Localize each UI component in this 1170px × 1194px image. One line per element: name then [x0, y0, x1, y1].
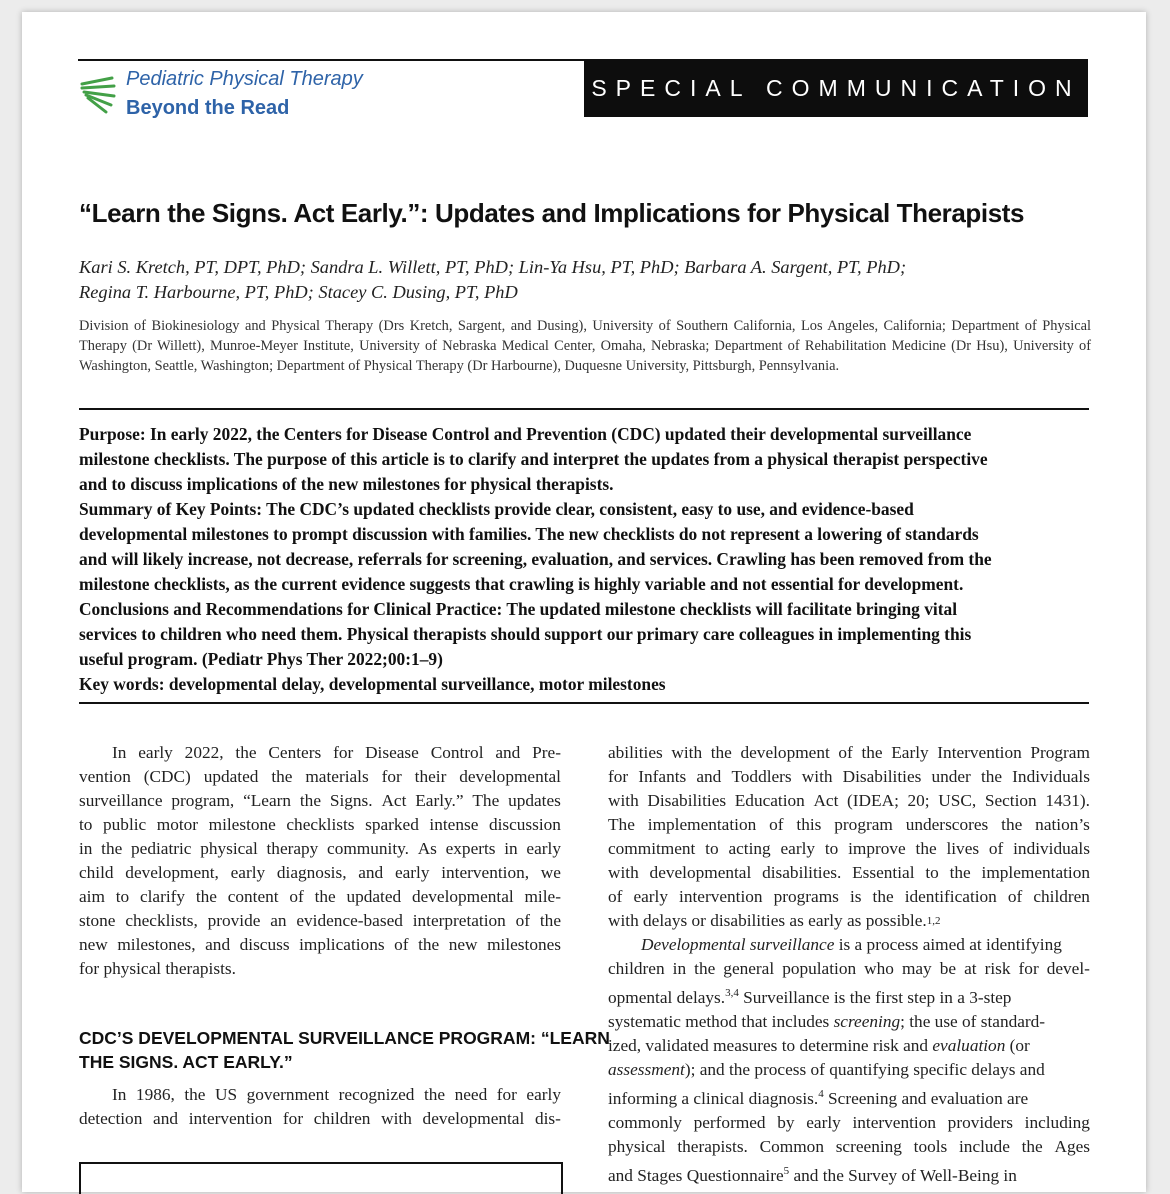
word: individuals — [1013, 839, 1090, 858]
word: physical — [200, 839, 258, 858]
journal-logo — [78, 64, 398, 126]
word: motor — [156, 815, 199, 834]
word: new — [79, 935, 108, 954]
word: checklists, — [125, 911, 198, 930]
word: Control — [430, 743, 484, 762]
citation-ref[interactable]: 1,2 — [926, 915, 941, 927]
journal-name: Pediatric Physical Therapy — [126, 68, 363, 90]
word: by — [777, 1112, 795, 1132]
word: tools — [913, 1136, 948, 1156]
word: for — [496, 1085, 517, 1104]
abstract-line: developmental milestones to prompt discussion with families. The new checklists do not represent a lowering of standards — [79, 524, 979, 544]
body-line — [608, 837, 1090, 861]
word: milestones, — [117, 935, 196, 954]
word: Education — [734, 791, 805, 810]
abstract-line: Purpose: In early 2022, the Centers for Disease Control and Prevention (CDC) updated their developmental surveillance — [79, 424, 972, 444]
word: Centers — [268, 743, 322, 762]
right-column — [608, 741, 1090, 1187]
word: devel- — [1046, 959, 1090, 978]
body-line — [79, 765, 561, 789]
word: of — [289, 887, 304, 906]
word: early — [394, 863, 430, 882]
body-text: (or — [1005, 1035, 1030, 1055]
body-line — [79, 1107, 561, 1131]
body-line — [608, 1082, 1090, 1111]
left-column — [79, 741, 561, 981]
word: early — [806, 1112, 841, 1132]
word: the — [195, 887, 217, 906]
word: stone — [79, 911, 116, 930]
word: the — [271, 767, 293, 786]
word: evidence-based — [296, 911, 403, 930]
word: intense — [429, 815, 479, 834]
word: recognized — [338, 1085, 415, 1104]
body-line — [608, 789, 1090, 813]
word: developmental — [422, 1109, 525, 1128]
word: In — [112, 743, 127, 762]
word: program, — [171, 791, 235, 810]
article-title: “Learn the Signs. Act Early.”: Updates and Implications for Physical Therapists — [79, 198, 1025, 228]
word: early — [526, 1085, 561, 1104]
body-line — [79, 933, 561, 957]
abstract-line: and to discuss implications of the new milestones for physical therapists. — [79, 474, 614, 494]
word: dis- — [534, 1109, 561, 1128]
body-line — [79, 909, 561, 933]
section-heading-line: THE SIGNS. ACT EARLY.” — [79, 1052, 293, 1072]
word: disabilities. — [762, 863, 842, 882]
word: experts — [445, 839, 496, 858]
word: their — [414, 767, 447, 786]
body-line — [608, 1111, 1090, 1135]
citation-ref[interactable]: 3,4 — [725, 987, 739, 999]
word: Early — [891, 743, 929, 762]
word: need — [454, 1085, 488, 1104]
left-column-section — [79, 1083, 561, 1131]
word: providers — [947, 1112, 1013, 1132]
word: commonly — [608, 1112, 682, 1132]
word: the — [101, 839, 123, 858]
abstract-line: milestone checklists. The purpose of this article is to clarify and interpret the updates from a physical therapist perspective — [79, 449, 988, 469]
body-line — [608, 1010, 1090, 1034]
word: Pre- — [532, 743, 561, 762]
word: to — [79, 815, 93, 834]
word: to — [705, 839, 719, 858]
word: under — [931, 767, 971, 786]
word: interpretation — [412, 911, 506, 930]
word: implementation — [647, 815, 757, 834]
word: of — [608, 887, 623, 906]
body-text: systematic method that includes — [608, 1011, 834, 1031]
body-line — [608, 765, 1090, 789]
word: aim — [79, 887, 105, 906]
body-line — [608, 1034, 1090, 1058]
word: the — [980, 767, 1003, 786]
abstract-line: and will likely increase, not decrease, referrals for screening, evaluation, and services. Crawling has been removed from the — [79, 549, 992, 569]
word: for — [282, 1109, 304, 1128]
word: include — [959, 1136, 1010, 1156]
word: commitment — [608, 839, 696, 858]
word: the — [418, 935, 440, 954]
word: the — [915, 839, 937, 858]
word: we — [540, 863, 561, 882]
word: the — [184, 1085, 206, 1104]
word: risk — [984, 959, 1011, 978]
word: developmental — [459, 767, 561, 786]
italic-term: assessment — [608, 1059, 685, 1079]
table-box-top — [79, 1162, 563, 1194]
body-line — [79, 861, 561, 885]
body-line — [608, 909, 1090, 933]
body-text: Surveillance is the first step in a 3-step — [738, 987, 1012, 1007]
abstract — [79, 422, 1091, 697]
word: diagnosis, — [276, 863, 347, 882]
word: an — [270, 911, 287, 930]
word: Common — [759, 1136, 824, 1156]
word: acting — [728, 839, 771, 858]
word: physical — [608, 1136, 666, 1156]
word: Individuals — [1012, 767, 1090, 786]
word: performed — [693, 1112, 766, 1132]
word: at — [964, 959, 977, 978]
word: 1431). — [1045, 791, 1090, 810]
word: As — [417, 839, 437, 858]
word: in — [672, 959, 687, 978]
word: vention — [79, 767, 131, 786]
body-line — [608, 957, 1090, 981]
word: Infants — [638, 767, 687, 786]
word: identification — [904, 887, 997, 906]
word: Disabilities — [647, 791, 727, 810]
body-text: Screening and evaluation are — [823, 1088, 1029, 1108]
word: Signs. — [329, 791, 373, 810]
word: Intervention — [937, 743, 1022, 762]
italic-term: Developmental surveillance — [641, 935, 835, 954]
word: in — [79, 839, 93, 858]
word: Act — [813, 791, 839, 810]
word: 20; — [907, 791, 930, 810]
word: the — [314, 887, 336, 906]
word: to — [115, 887, 130, 906]
word: the — [861, 743, 883, 762]
word: development — [740, 743, 830, 762]
word: pediatric — [131, 839, 192, 858]
word: Disabilities — [842, 767, 922, 786]
word: screening — [835, 1136, 902, 1156]
word: milestone — [208, 815, 276, 834]
word: and — [153, 1109, 178, 1128]
abstract-line: Conclusions and Recommendations for Clinical Practice: The updated milestone checklists will facilitate bringing vital — [79, 599, 958, 619]
word: to — [824, 839, 839, 858]
word: children — [313, 1109, 371, 1128]
word: for — [608, 767, 629, 786]
word: early — [526, 839, 561, 858]
word: new — [448, 935, 478, 954]
body-text: informing a clinical diagnosis. — [608, 1088, 819, 1108]
word: abilities — [608, 743, 663, 762]
word: for — [381, 767, 402, 786]
word: the — [423, 1085, 446, 1104]
word: general — [723, 959, 775, 978]
word: intervention — [852, 1112, 936, 1132]
body-text: with delays or disabilities as early as possible. — [608, 911, 927, 930]
word: “Learn — [243, 791, 292, 810]
abstract-line: Summary of Key Points: The CDC’s updated checklists provide clear, consistent, easy to use, and evidence-based — [79, 499, 914, 519]
word: Toddlers — [731, 767, 792, 786]
word: content — [227, 887, 279, 906]
body-line — [79, 741, 561, 765]
word: surveillance — [79, 791, 163, 810]
word: the — [1021, 1136, 1043, 1156]
word: discuss — [239, 935, 290, 954]
body-text: and the Survey of Well-Being in — [789, 1165, 1017, 1185]
word: In — [112, 1085, 127, 1104]
body-text: ); and the process of quantifying specific delays and — [684, 1059, 1045, 1079]
word: to — [925, 863, 939, 882]
word: lives — [946, 839, 980, 858]
body-line — [608, 885, 1090, 909]
italic-term: screening — [833, 1011, 901, 1031]
word: development, — [125, 863, 219, 882]
word: intervention, — [441, 863, 530, 882]
italic-term: evaluation — [932, 1035, 1006, 1055]
word: of — [838, 743, 853, 762]
word: The — [472, 791, 500, 810]
body-text: ized, validated measures to determine risk and — [608, 1035, 933, 1055]
word: implications — [299, 935, 385, 954]
author-line: Regina T. Harbourne, PT, PhD; Stacey C. Dusing, PT, PhD — [79, 282, 518, 302]
word: milestones — [487, 935, 561, 954]
word: Disease — [365, 743, 419, 762]
word: implementation — [981, 863, 1090, 882]
body-line — [608, 1159, 1090, 1188]
word: mile- — [524, 887, 561, 906]
abstract-line: services to children who need them. Physical therapists should support our primary care colleagues in implementing this — [79, 624, 972, 644]
word: program — [834, 815, 893, 834]
word: of — [394, 935, 409, 954]
journal-tagline: Beyond the Read — [126, 97, 290, 119]
word: detection — [79, 1109, 143, 1128]
body-line — [608, 861, 1090, 885]
body-line — [608, 1058, 1090, 1082]
abstract-top-rule — [79, 408, 1089, 410]
word: the — [949, 863, 971, 882]
body-text: opmental delays. — [608, 987, 726, 1007]
word: therapy — [266, 839, 319, 858]
word: checklists — [286, 815, 355, 834]
word: the — [539, 911, 561, 930]
body-line: for physical therapists. — [79, 959, 236, 978]
word: early — [633, 887, 668, 906]
word: Act — [381, 791, 407, 810]
word: nation’s — [1035, 815, 1090, 834]
body-line — [608, 933, 1090, 957]
word: including — [1024, 1112, 1090, 1132]
body-text: ; the use of standard- — [900, 1011, 1046, 1031]
journal-page — [22, 12, 1146, 1192]
word: population — [782, 959, 857, 978]
word: early — [780, 839, 816, 858]
body-line — [608, 1135, 1090, 1159]
author-line: Kari S. Kretch, PT, DPT, PhD; Sandra L. Willett, PT, PhD; Lin-Ya Hsu, PT, PhD; Barbara A. Sargent, PT, PhD; — [79, 257, 907, 277]
word: provide — [207, 911, 261, 930]
word: 1986, — [135, 1085, 175, 1104]
word: materials — [305, 767, 369, 786]
word: Ages — [1054, 1136, 1090, 1156]
word: of — [988, 839, 1004, 858]
word: the — [1001, 815, 1023, 834]
word: programs — [773, 887, 839, 906]
word: developmental — [649, 863, 752, 882]
word: early — [230, 863, 266, 882]
word: The — [608, 815, 635, 834]
word: Section — [984, 791, 1037, 810]
section-heading — [79, 1026, 610, 1074]
word: intervention — [188, 1109, 273, 1128]
author-list — [79, 255, 1089, 305]
word: the — [694, 959, 716, 978]
word: Program — [1030, 743, 1090, 762]
word: of — [769, 815, 784, 834]
body-line — [79, 789, 561, 813]
word: with — [381, 1109, 412, 1128]
word: updated — [203, 767, 259, 786]
body-line — [79, 1083, 561, 1107]
word: (IDEA; — [847, 791, 899, 810]
word: sparked — [365, 815, 419, 834]
affiliations: Division of Biokinesiology and Physical Therapy (Drs Kretch, Sargent, and Dusing), University of Southern California, Los Angeles, California; Department of Physical Therapy (Dr Willett), Munroe-Meyer Institute, University of Nebraska Medical Center, Omaha, Nebraska; Department of Rehabilitation Medicine (Dr Hsu), University of Washington, Seattle, Washington; Department of Physical Therapy (Dr Harbourne), Duquesne University, Pittsburgh, Pennsylvania. — [79, 318, 1091, 374]
word: therapists. — [677, 1136, 748, 1156]
abstract-bottom-rule — [79, 702, 1089, 704]
body-line — [79, 885, 561, 909]
word: USC, — [938, 791, 977, 810]
word: Early.” — [415, 791, 464, 810]
word: and — [495, 743, 521, 762]
word: intervention — [679, 887, 763, 906]
word: this — [796, 815, 822, 834]
citation-ref[interactable]: 4 — [818, 1087, 824, 1100]
word: developmental — [411, 887, 514, 906]
abstract-line: Key words: developmental delay, developmental surveillance, motor milestones — [79, 674, 666, 694]
word: public — [103, 815, 147, 834]
word: updated — [346, 887, 402, 906]
word: and — [205, 935, 231, 954]
word: US — [214, 1085, 238, 1104]
word: the — [235, 743, 257, 762]
body-text: and Stages Questionnaire — [608, 1165, 784, 1185]
article-type-banner: SPECIAL COMMUNICATION — [584, 60, 1088, 117]
word: with — [801, 767, 833, 786]
word: children — [608, 959, 665, 978]
body-line — [608, 981, 1090, 1010]
word: and — [358, 863, 384, 882]
word: be — [939, 959, 957, 978]
word: with — [608, 863, 639, 882]
body-line — [79, 837, 561, 861]
citation-ref[interactable]: 5 — [783, 1164, 790, 1177]
section-heading-line: CDC’S DEVELOPMENTAL SURVEILLANCE PROGRAM: “LEARN — [79, 1028, 610, 1048]
word: clarify — [139, 887, 186, 906]
word: children — [1033, 887, 1090, 906]
word: may — [901, 959, 932, 978]
word: improve — [848, 839, 906, 858]
word: is — [849, 887, 862, 906]
word: in — [504, 839, 518, 858]
word: for — [333, 743, 354, 762]
word: and — [696, 767, 722, 786]
word: the — [710, 743, 732, 762]
word: for — [1018, 959, 1039, 978]
abstract-line: milestone checklists, as the current evidence suggests that crawling is highly variable and not essential for development. — [79, 574, 964, 594]
word: with — [671, 743, 703, 762]
word: the — [872, 887, 894, 906]
fan-lines-logo-icon — [78, 70, 124, 116]
word: child — [79, 863, 114, 882]
body-line — [608, 741, 1090, 765]
word: 2022, — [184, 743, 224, 762]
word: the — [299, 791, 321, 810]
abstract-line: useful program. (Pediatr Phys Ther 2022;00:1–9) — [79, 649, 443, 669]
word: government — [246, 1085, 330, 1104]
word: Essential — [852, 863, 915, 882]
body-line — [79, 813, 561, 837]
body-line — [608, 813, 1090, 837]
body-text: is a process aimed at identifying — [834, 935, 1062, 954]
word: discussion — [488, 815, 561, 834]
word: with — [608, 791, 639, 810]
word: who — [864, 959, 894, 978]
word: updates — [508, 791, 561, 810]
word: of — [515, 911, 531, 930]
word: underscores — [905, 815, 989, 834]
word: of — [1007, 887, 1023, 906]
word: (CDC) — [143, 767, 191, 786]
word: early — [138, 743, 173, 762]
word: community. — [327, 839, 409, 858]
